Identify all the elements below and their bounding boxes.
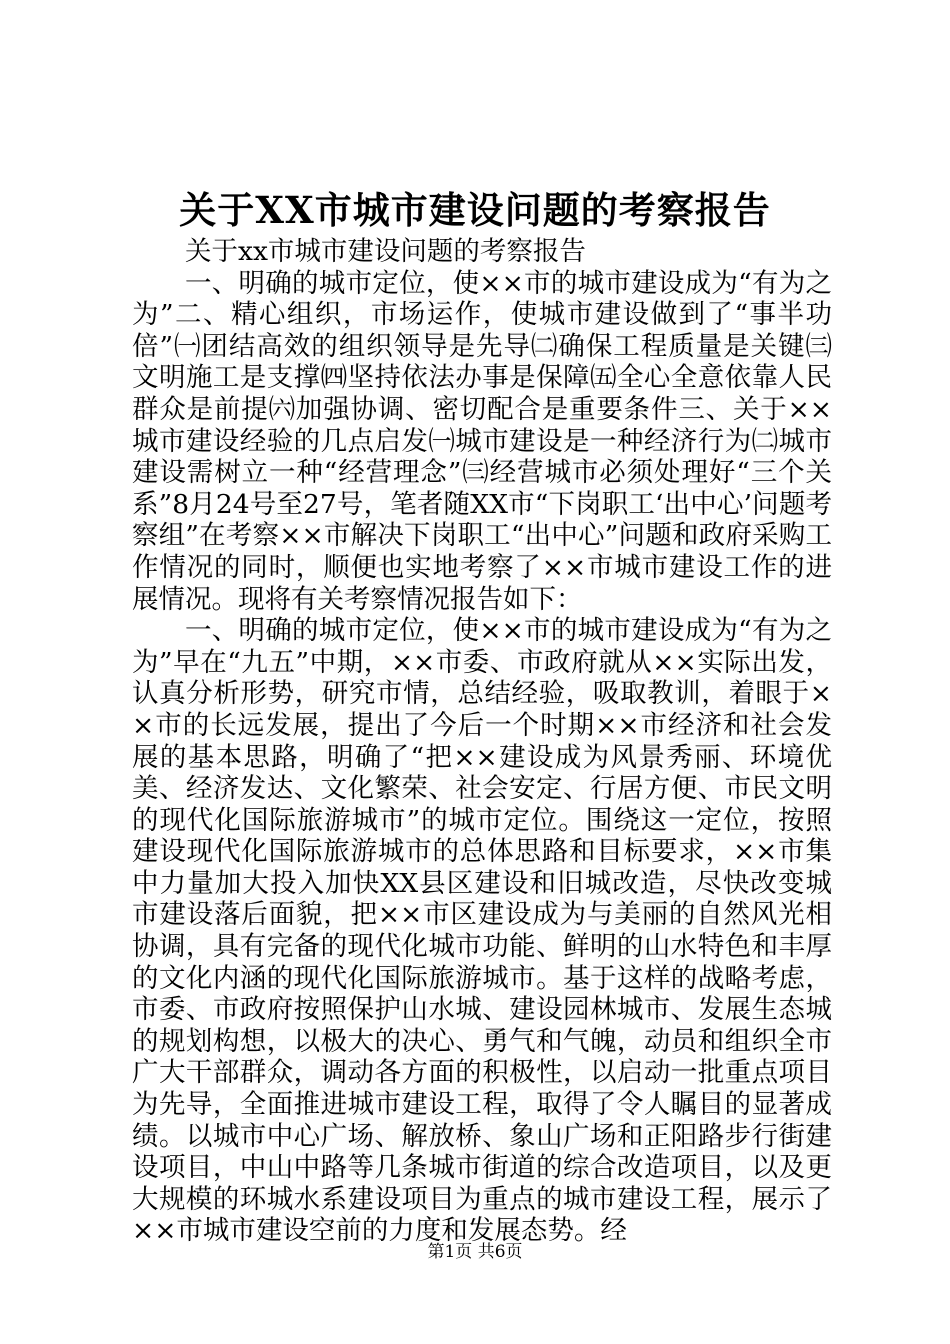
document-body: [132, 236, 832, 1247]
body-paragraph-subtitle: 关于xx市城市建设问题的考察报告: [185, 236, 586, 267]
page-number-footer: 第1页 共6页: [427, 1242, 523, 1262]
document-title: 关于XX市城市建设问题的考察报告: [179, 188, 771, 232]
body-paragraph-outline: 一、明确的城市定位，使××市的城市建设成为“有为之为”二、精心组织，市场运作，使城市建设做到了“事半功倍”㈠团结高效的组织领导是先导㈡确保工程质量是关键㈢文明施工是支撑㈣坚持依法办事是保障㈤全心全意依靠人民群众是前提㈥加强协调、密切配合是重要条件三、关于××城市建设经验的几点启发㈠城市建设是一种经济行为㈡城市建设需树立一种“经营理念”㈢经营城市必须处理好“三个关系”8月24号至27号，笔者随XX市“下岗职工‘出中心’问题考察组”在考察××市解决下岗职工“出中心”问题和政府采购工作情况的同时，顺便也实地考察了××市城市建设工作的进展情况。现将有关考察情况报告如下：: [132, 267, 832, 615]
body-paragraph-city-positioning: 一、明确的城市定位，使××市的城市建设成为“有为之为”早在“九五”中期，××市委、市政府就从××实际出发，认真分析形势，研究市情，总结经验，吸取教训，着眼于××市的长远发展，提出了今后一个时期××市经济和社会发展的基本思路，明确了“把××建设成为风景秀丽、环境优美、经济发达、文化繁荣、社会安定、行居方便、市民文明的现代化国际旅游城市”的城市定位。围绕这一定位，按照建设现代化国际旅游城市的总体思路和目标要求，××市集中力量加大投入加快XX县区建设和旧城改造，尽快改变城市建设落后面貌，把××市区建设成为与美丽的自然风光相协调，具有完备的现代化城市功能、鲜明的山水特色和丰厚的文化内涵的现代化国际旅游城市。基于这样的战略考虑，市委、市政府按照保护山水城、建设园林城市、发展生态城的规划构想，以极大的决心、勇气和气魄，动员和组织全市广大干部群众，调动各方面的积极性，以启动一批重点项目为先导，全面推进城市建设工程，取得了令人瞩目的显著成绩。以城市中心广场、解放桥、象山广场和正阳路步行街建设项目，中山中路等几条城市街道的综合改造项目，以及更大规模的环城水系建设项目为重点的城市建设工程，展示了××市城市建设空前的力度和发展态势。经: [132, 615, 832, 1247]
